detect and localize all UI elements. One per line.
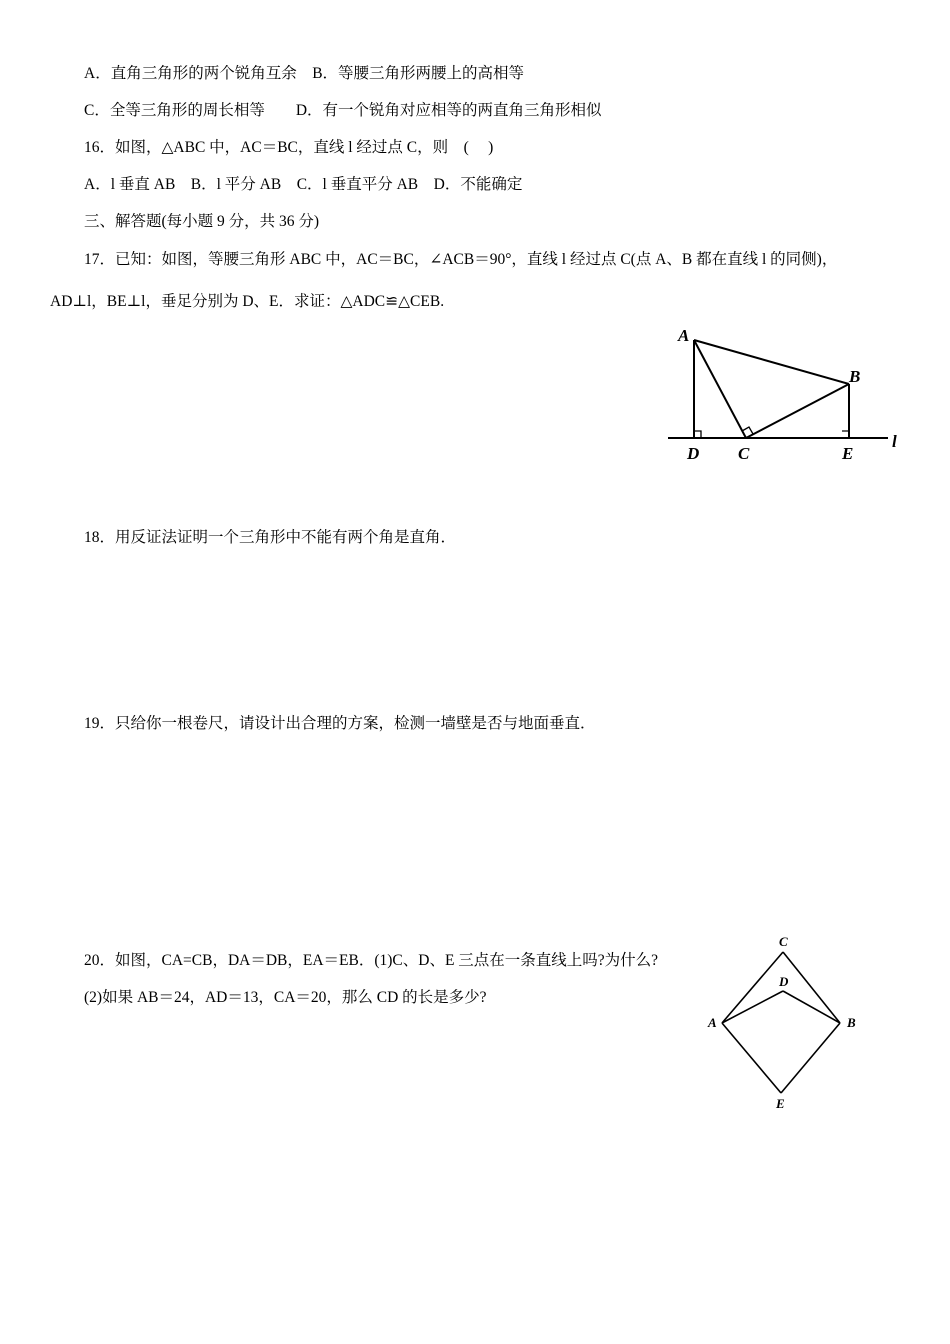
segment-AC [722,952,783,1023]
label-A: A [708,1015,717,1030]
segment-AC [694,340,746,438]
q20-line-2: (2)如果 AB＝24，AD＝13，CA＝20，那么 CD 的长是多少? [84,989,487,1006]
right-angle-mark-E [842,431,849,438]
label-E: E [776,1096,785,1111]
label-E: E [842,444,854,463]
q18-text: 18．用反证法证明一个三角形中不能有两个角是直角． [84,529,457,546]
q17-figure-lines [668,340,888,438]
label-A: A [678,326,690,345]
q19-text: 19．只给你一根卷尺，请设计出合理的方案，检测一墙壁是否与地面垂直． [84,715,596,732]
segment-AB [694,340,849,384]
q16-options: A．l 垂直 AB B．l 平分 AB C．l 垂直平分 AB D．不能确定 [84,176,523,193]
section-3-title: 三、解答题(每小题 9 分，共 36 分) [84,213,320,230]
q15-option-line-1: A．直角三角形的两个锐角互余 B．等腰三角形两腰上的高相等 [84,65,525,82]
q17-figure [660,320,910,470]
label-l: l [892,432,897,451]
segment-AD [722,991,783,1023]
label-C: C [738,444,750,463]
q20-figure [700,930,870,1115]
label-D: D [779,974,789,989]
segment-AE [722,1023,781,1093]
label-B: B [849,367,861,386]
label-D: D [687,444,700,463]
segment-CB [783,952,840,1023]
right-angle-marks [694,427,849,438]
q16-stem: 16．如图，△ABC 中，AC＝BC，直线 l 经过点 C，则 ( ) [84,139,494,156]
q17-line-1: 17．已知：如图，等腰三角形 ABC 中，AC＝BC，∠ACB＝90°，直线 l 经过点 C(点 A、B 都在直线 l 的同侧)， [84,251,838,268]
segment-EB [781,1023,840,1093]
label-B: B [847,1015,856,1030]
q20-line-1: 20．如图，CA=CB，DA＝DB，EA＝EB．(1)C、D、E 三点在一条直线上吗?为什么? [84,952,659,969]
right-angle-mark-D [694,431,701,438]
segment-CB [746,384,849,438]
q15-option-line-2: C．全等三角形的周长相等 D．有一个锐角对应相等的两直角三角形相似 [84,102,602,119]
label-C: C [779,934,788,949]
segment-DB [783,991,840,1023]
q17-line-2: AD⊥l，BE⊥l，垂足分别为 D、E．求证：△ADC≌△CEB. [50,293,445,310]
